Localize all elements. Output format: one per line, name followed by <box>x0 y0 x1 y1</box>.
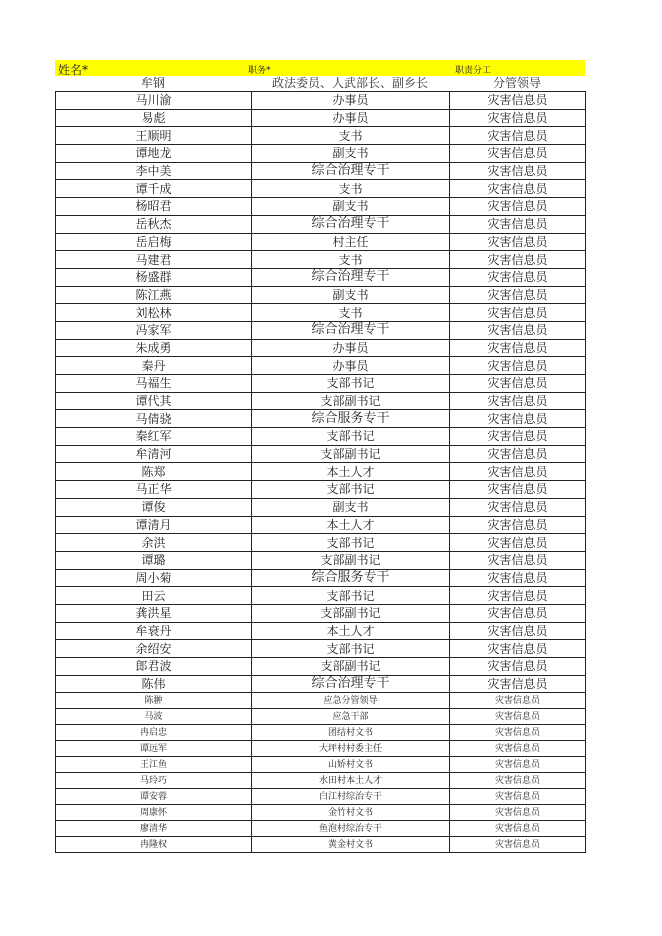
name-cell[interactable]: 马福生 <box>56 375 252 393</box>
position-cell[interactable]: 支部副书记 <box>252 445 450 463</box>
duty-cell[interactable]: 灾害信息员 <box>450 92 586 110</box>
duty-cell[interactable]: 灾害信息员 <box>450 640 586 658</box>
position-cell[interactable]: 支部书记 <box>252 428 450 446</box>
name-cell[interactable]: 郎君波 <box>56 658 252 676</box>
name-cell[interactable]: 岳秋杰 <box>56 215 252 233</box>
name-cell[interactable]: 马玲巧 <box>56 773 252 789</box>
position-cell[interactable]: 办事员 <box>252 357 450 375</box>
position-cell[interactable]: 综合治理专干 <box>252 321 450 339</box>
position-cell[interactable]: 大坪村村委主任 <box>252 741 450 757</box>
name-cell[interactable]: 易彪 <box>56 109 252 127</box>
table-row <box>56 551 586 569</box>
table-row <box>56 821 586 837</box>
duty-cell[interactable]: 灾害信息员 <box>450 251 586 269</box>
table-row <box>56 709 586 725</box>
table-row <box>56 357 586 375</box>
position-cell[interactable]: 支部副书记 <box>252 604 450 622</box>
table-row <box>56 268 586 286</box>
duty-cell[interactable]: 灾害信息员 <box>450 516 586 534</box>
name-cell[interactable]: 秦丹 <box>56 357 252 375</box>
name-cell[interactable]: 谭安蓉 <box>56 789 252 805</box>
duty-cell[interactable]: 灾害信息员 <box>450 215 586 233</box>
name-cell[interactable]: 田云 <box>56 587 252 605</box>
name-cell[interactable]: 马川渝 <box>56 92 252 110</box>
leader-duty[interactable]: 分管领导 <box>492 76 541 90</box>
position-cell[interactable]: 山娇村文书 <box>252 757 450 773</box>
table-row <box>56 445 586 463</box>
duty-cell[interactable]: 灾害信息员 <box>450 162 586 180</box>
table-row <box>56 286 586 304</box>
position-cell[interactable]: 综合治理专干 <box>252 215 450 233</box>
table-row <box>56 410 586 428</box>
position-cell[interactable]: 办事员 <box>252 92 450 110</box>
duty-cell[interactable]: 灾害信息员 <box>450 837 586 853</box>
header-position[interactable]: 职务* <box>248 66 271 76</box>
duty-cell[interactable]: 灾害信息员 <box>450 109 586 127</box>
duty-cell[interactable]: 灾害信息员 <box>450 357 586 375</box>
table-row <box>56 805 586 821</box>
duty-cell[interactable]: 灾害信息员 <box>450 658 586 676</box>
position-cell[interactable]: 支部副书记 <box>252 551 450 569</box>
name-cell[interactable]: 谭代其 <box>56 392 252 410</box>
position-cell[interactable]: 支部副书记 <box>252 392 450 410</box>
duty-cell[interactable]: 灾害信息员 <box>450 821 586 837</box>
duty-cell[interactable]: 灾害信息员 <box>450 180 586 198</box>
table-row <box>56 375 586 393</box>
name-cell[interactable]: 谭千成 <box>56 180 252 198</box>
table-row <box>56 304 586 322</box>
name-cell[interactable]: 杨盛群 <box>56 268 252 286</box>
duty-cell[interactable]: 灾害信息员 <box>450 675 586 693</box>
leader-row <box>55 76 585 91</box>
table-row <box>56 251 586 269</box>
name-cell[interactable]: 马波 <box>56 709 252 725</box>
table-row <box>56 622 586 640</box>
table-row <box>56 837 586 853</box>
position-cell[interactable]: 支书 <box>252 304 450 322</box>
name-cell[interactable]: 马倩骁 <box>56 410 252 428</box>
table-row <box>56 658 586 676</box>
name-cell[interactable]: 冉隆权 <box>56 837 252 853</box>
duty-cell[interactable]: 灾害信息员 <box>450 286 586 304</box>
duty-cell[interactable]: 灾害信息员 <box>450 445 586 463</box>
position-cell[interactable]: 水田村本土人才 <box>252 773 450 789</box>
duty-cell[interactable]: 灾害信息员 <box>450 773 586 789</box>
position-cell[interactable]: 本土人才 <box>252 463 450 481</box>
name-cell[interactable]: 谭俊 <box>56 498 252 516</box>
table-row <box>56 675 586 693</box>
duty-cell[interactable]: 灾害信息员 <box>450 569 586 587</box>
table-row <box>56 463 586 481</box>
name-cell[interactable]: 王江鱼 <box>56 757 252 773</box>
duty-cell[interactable]: 灾害信息员 <box>450 198 586 216</box>
position-cell[interactable]: 综合治理专干 <box>252 162 450 180</box>
name-cell[interactable]: 冉启忠 <box>56 725 252 741</box>
table-row <box>56 693 586 709</box>
position-cell[interactable]: 支部书记 <box>252 587 450 605</box>
position-cell[interactable]: 应急分管领导 <box>252 693 450 709</box>
position-cell[interactable]: 办事员 <box>252 109 450 127</box>
name-cell[interactable]: 王顺明 <box>56 127 252 145</box>
duty-cell[interactable]: 灾害信息员 <box>450 622 586 640</box>
table-row <box>56 516 586 534</box>
name-cell[interactable]: 谭地龙 <box>56 145 252 163</box>
position-cell[interactable]: 支部书记 <box>252 534 450 552</box>
table-row <box>56 640 586 658</box>
name-cell[interactable]: 余绍安 <box>56 640 252 658</box>
duty-cell[interactable]: 灾害信息员 <box>450 321 586 339</box>
name-cell[interactable]: 谭清月 <box>56 516 252 534</box>
duty-cell[interactable]: 灾害信息员 <box>450 709 586 725</box>
position-cell[interactable]: 鱼泡村综治专干 <box>252 821 450 837</box>
name-cell[interactable]: 杨昭君 <box>56 198 252 216</box>
table-row <box>56 725 586 741</box>
duty-cell[interactable]: 灾害信息员 <box>450 481 586 499</box>
table-row <box>56 789 586 805</box>
name-cell[interactable]: 岳启梅 <box>56 233 252 251</box>
duty-cell[interactable]: 灾害信息员 <box>450 693 586 709</box>
table-row <box>56 587 586 605</box>
header-duty[interactable]: 职责分工 <box>455 66 492 76</box>
position-cell[interactable]: 支部副书记 <box>252 658 450 676</box>
table-row <box>56 604 586 622</box>
duty-cell[interactable]: 灾害信息员 <box>450 463 586 481</box>
position-cell[interactable]: 综合治理专干 <box>252 268 450 286</box>
leader-position[interactable]: 政法委员、人武部长、副乡长 <box>271 76 428 90</box>
table-row <box>56 392 586 410</box>
name-cell[interactable]: 陈翀 <box>56 693 252 709</box>
duty-cell[interactable]: 灾害信息员 <box>450 339 586 357</box>
table-row <box>56 481 586 499</box>
position-cell[interactable]: 金竹村文书 <box>252 805 450 821</box>
position-cell[interactable]: 白江村综治专干 <box>252 789 450 805</box>
header-row <box>55 60 585 76</box>
position-cell[interactable]: 村主任 <box>252 233 450 251</box>
duty-cell[interactable]: 灾害信息员 <box>450 375 586 393</box>
name-cell[interactable]: 周小菊 <box>56 569 252 587</box>
table-row <box>56 339 586 357</box>
duty-cell[interactable]: 灾害信息员 <box>450 551 586 569</box>
position-cell[interactable]: 副支书 <box>252 198 450 216</box>
duty-cell[interactable]: 灾害信息员 <box>450 304 586 322</box>
name-cell[interactable]: 周康怀 <box>56 805 252 821</box>
table-row <box>56 741 586 757</box>
position-cell[interactable]: 副支书 <box>252 145 450 163</box>
header-name[interactable]: 姓名* <box>58 63 89 77</box>
position-cell[interactable]: 综合服务专干 <box>252 569 450 587</box>
table-row <box>56 757 586 773</box>
name-cell[interactable]: 谭璐 <box>56 551 252 569</box>
position-cell[interactable]: 副支书 <box>252 286 450 304</box>
table-row <box>56 92 586 110</box>
name-cell[interactable]: 龚洪星 <box>56 604 252 622</box>
name-cell[interactable]: 马正华 <box>56 481 252 499</box>
position-cell[interactable]: 本土人才 <box>252 516 450 534</box>
duty-cell[interactable]: 灾害信息员 <box>450 428 586 446</box>
name-cell[interactable]: 刘松林 <box>56 304 252 322</box>
name-cell[interactable]: 陈伟 <box>56 675 252 693</box>
position-cell[interactable]: 支部书记 <box>252 481 450 499</box>
table-row <box>56 321 586 339</box>
name-cell[interactable]: 牟衰丹 <box>56 622 252 640</box>
position-cell[interactable]: 支部书记 <box>252 375 450 393</box>
position-cell[interactable]: 综合治理专干 <box>252 675 450 693</box>
table-row <box>56 109 586 127</box>
duty-cell[interactable]: 灾害信息员 <box>450 410 586 428</box>
table-row <box>56 145 586 163</box>
duty-cell[interactable]: 灾害信息员 <box>450 268 586 286</box>
position-cell[interactable]: 支书 <box>252 180 450 198</box>
position-cell[interactable]: 本土人才 <box>252 622 450 640</box>
table-row <box>56 198 586 216</box>
duty-cell[interactable]: 灾害信息员 <box>450 725 586 741</box>
position-cell[interactable]: 团结村文书 <box>252 725 450 741</box>
spreadsheet <box>55 60 585 853</box>
position-cell[interactable]: 副支书 <box>252 498 450 516</box>
duty-cell[interactable]: 灾害信息员 <box>450 233 586 251</box>
position-cell[interactable]: 黄金村文书 <box>252 837 450 853</box>
table-row <box>56 569 586 587</box>
duty-cell[interactable]: 灾害信息员 <box>450 587 586 605</box>
name-cell[interactable]: 廖清华 <box>56 821 252 837</box>
table-row <box>56 534 586 552</box>
table-row <box>56 127 586 145</box>
name-cell[interactable]: 陈郑 <box>56 463 252 481</box>
table-row <box>56 180 586 198</box>
duty-cell[interactable]: 灾害信息员 <box>450 127 586 145</box>
leader-name[interactable]: 牟钢 <box>140 76 165 90</box>
table-row <box>56 215 586 233</box>
duty-cell[interactable]: 灾害信息员 <box>450 498 586 516</box>
name-cell[interactable]: 余洪 <box>56 534 252 552</box>
position-cell[interactable]: 支书 <box>252 127 450 145</box>
position-cell[interactable]: 办事员 <box>252 339 450 357</box>
duty-cell[interactable]: 灾害信息员 <box>450 805 586 821</box>
staff-table <box>55 91 586 853</box>
name-cell[interactable]: 牟清河 <box>56 445 252 463</box>
position-cell[interactable]: 支部书记 <box>252 640 450 658</box>
position-cell[interactable]: 应急干部 <box>252 709 450 725</box>
duty-cell[interactable]: 灾害信息员 <box>450 741 586 757</box>
table-row <box>56 428 586 446</box>
duty-cell[interactable]: 灾害信息员 <box>450 757 586 773</box>
name-cell[interactable]: 陈江燕 <box>56 286 252 304</box>
position-cell[interactable]: 支书 <box>252 251 450 269</box>
duty-cell[interactable]: 灾害信息员 <box>450 392 586 410</box>
name-cell[interactable]: 朱成勇 <box>56 339 252 357</box>
duty-cell[interactable]: 灾害信息员 <box>450 789 586 805</box>
table-row <box>56 498 586 516</box>
table-row <box>56 773 586 789</box>
name-cell[interactable]: 马建君 <box>56 251 252 269</box>
duty-cell[interactable]: 灾害信息员 <box>450 534 586 552</box>
table-row <box>56 162 586 180</box>
table-row <box>56 233 586 251</box>
name-cell[interactable]: 李中美 <box>56 162 252 180</box>
duty-cell[interactable]: 灾害信息员 <box>450 604 586 622</box>
name-cell[interactable]: 秦红军 <box>56 428 252 446</box>
position-cell[interactable]: 综合服务专干 <box>252 410 450 428</box>
name-cell[interactable]: 冯家军 <box>56 321 252 339</box>
name-cell[interactable]: 谭远军 <box>56 741 252 757</box>
duty-cell[interactable]: 灾害信息员 <box>450 145 586 163</box>
